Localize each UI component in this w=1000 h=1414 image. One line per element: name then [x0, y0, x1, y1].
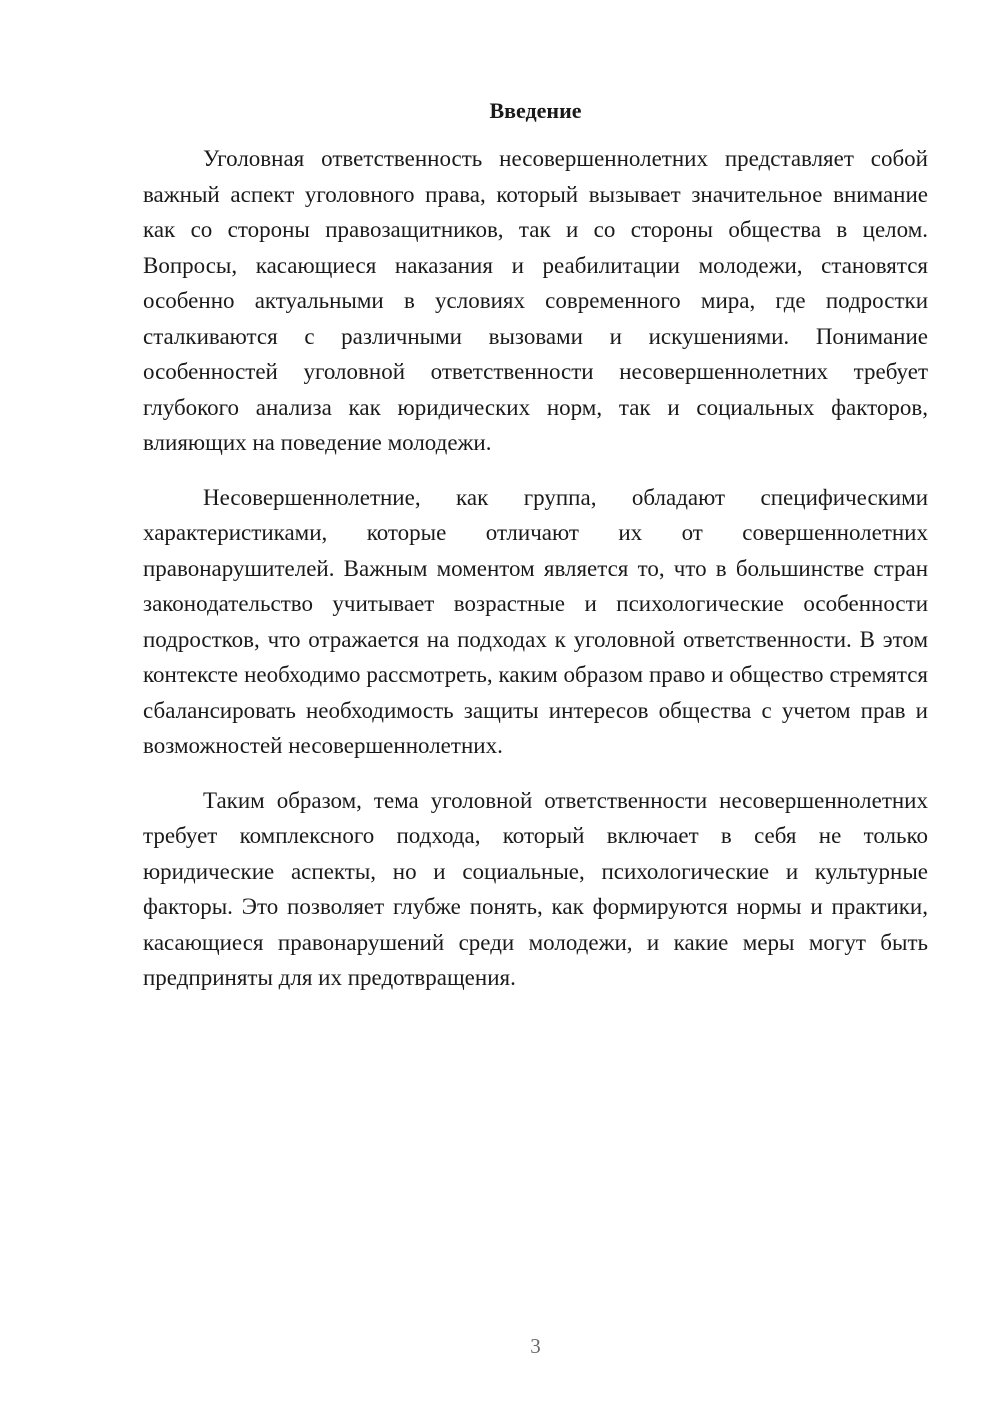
body-text [143, 141, 928, 996]
paragraph-2: Несовершеннолетние, как группа, обладают специфическими характеристиками, которые отличают их от совершеннолетних правонарушителей. Важным моментом является то, что в большинстве стран законодательство учитывает возрастные и психологические особенности подростков, что отражается на подходах к уголовной ответственности. В этом контексте необходимо рассмотреть, каким образом право и общество стремятся сбалансировать необходимость защиты интересов общества с учетом прав и возможностей несовершеннолетних. [143, 484, 928, 758]
paragraph-3: Таким образом, тема уголовной ответственности несовершеннолетних требует комплексного подхода, который включает в себя не только юридические аспекты, но и социальные, психологические и культурные факторы. Это позволяет глубже понять, как формируются нормы и практики, касающиеся правонарушений среди молодежи, и какие меры могут быть предприняты для их предотвращения. [143, 787, 928, 990]
paragraph-1: Уголовная ответственность несовершеннолетних представляет собой важный аспект уголовного права, который вызывает значительное внимание как со стороны правозащитников, так и со стороны общества в целом. Вопросы, касающиеся наказания и реабилитации молодежи, становятся особенно актуальными в условиях современного мира, где подростки сталкиваются с различными вызовами и искушениями. Понимание особенностей уголовной ответственности несовершеннолетних требует глубокого анализа как юридических норм, так и социальных факторов, влияющих на поведение молодежи. [143, 146, 928, 455]
section-title: Введение [489, 98, 582, 123]
page-number: 3 [530, 1334, 541, 1358]
